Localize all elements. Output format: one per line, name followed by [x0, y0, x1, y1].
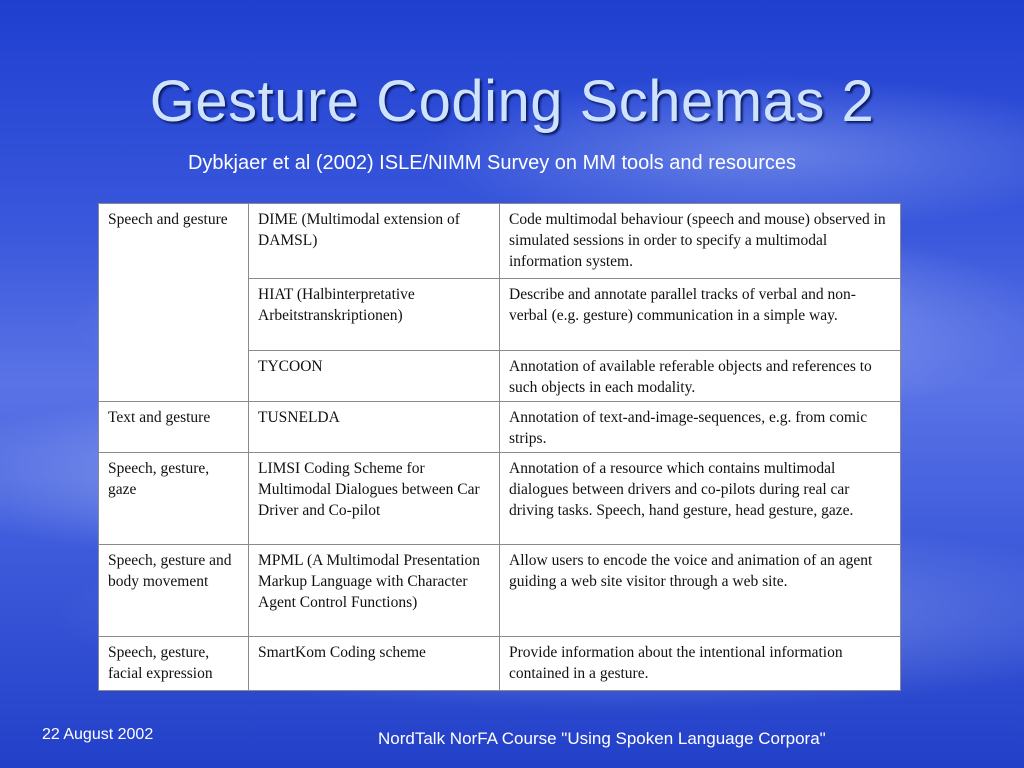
coding-schemas-table-container: [98, 203, 900, 690]
modality-cell: Speech, gesture, facial expression: [99, 637, 249, 691]
table-row: [99, 545, 901, 637]
table-row: [99, 453, 901, 545]
scheme-cell: SmartKom Coding scheme: [249, 637, 500, 691]
modality-cell: Text and gesture: [99, 402, 249, 453]
scheme-cell: TYCOON: [249, 351, 500, 402]
scheme-cell: HIAT (Halbinterpretative Arbeitstranskriptionen): [249, 279, 500, 351]
description-cell: Allow users to encode the voice and animation of an agent guiding a web site visitor through a web site.: [500, 545, 901, 637]
table-row: [99, 204, 901, 279]
description-cell: Annotation of a resource which contains multimodal dialogues between drivers and co-pilots during real car driving tasks. Speech, hand gesture, head gesture, gaze.: [500, 453, 901, 545]
modality-cell: Speech, gesture, gaze: [99, 453, 249, 545]
table-row: [99, 637, 901, 691]
scheme-cell: DIME (Multimodal extension of DAMSL): [249, 204, 500, 279]
description-cell: Provide information about the intentional information contained in a gesture.: [500, 637, 901, 691]
description-cell: Code multimodal behaviour (speech and mouse) observed in simulated sessions in order to specify a multimodal information system.: [500, 204, 901, 279]
slide-title: Gesture Coding Schemas 2: [149, 69, 875, 134]
slide-subtitle: Dybkjaer et al (2002) ISLE/NIMM Survey on MM tools and resources: [187, 152, 797, 174]
scheme-cell: MPML (A Multimodal Presentation Markup Language with Character Agent Control Functions): [249, 545, 500, 637]
description-cell: Annotation of text-and-image-sequences, e.g. from comic strips.: [500, 402, 901, 453]
table-row: [99, 402, 901, 453]
footer-date: 22 August 2002: [42, 726, 154, 743]
scheme-cell: TUSNELDA: [249, 402, 500, 453]
modality-cell: Speech and gesture: [99, 204, 249, 402]
modality-cell: Speech, gesture and body movement: [99, 545, 249, 637]
scheme-cell: LIMSI Coding Scheme for Multimodal Dialogues between Car Driver and Co-pilot: [249, 453, 500, 545]
footer-course: NordTalk NorFA Course "Using Spoken Language Corpora": [378, 729, 826, 748]
coding-schemas-table: [98, 203, 901, 691]
description-cell: Describe and annotate parallel tracks of verbal and non-verbal (e.g. gesture) communication in a simple way.: [500, 279, 901, 351]
description-cell: Annotation of available referable objects and references to such objects in each modality.: [500, 351, 901, 402]
